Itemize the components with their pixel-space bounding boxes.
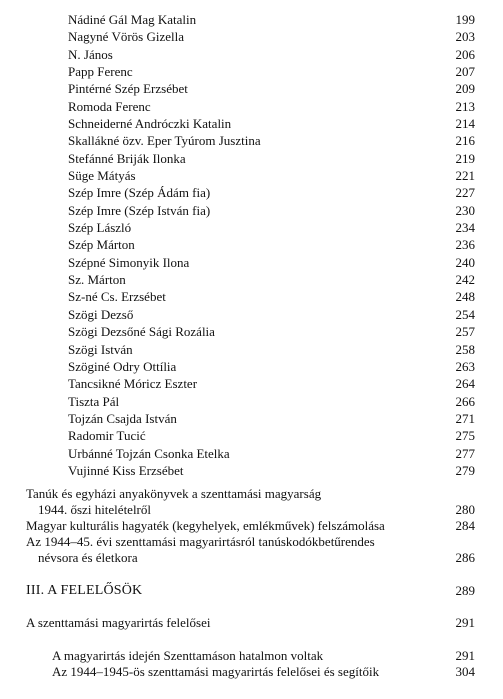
- toc-entry-person: [0, 445, 503, 462]
- person-name: Szögi István: [68, 341, 133, 357]
- toc-entry-person: [0, 410, 503, 427]
- toc-entry-person: [0, 323, 503, 340]
- page-number: 266: [455, 393, 475, 409]
- toc-entry-page: 286: [455, 550, 475, 565]
- toc-entry-person: [0, 11, 503, 28]
- toc-entry-title-cont: 1944. őszi hitelételről: [38, 502, 152, 517]
- person-name: Szépné Simonyik Ilona: [68, 254, 190, 270]
- toc-entry-page: 291: [455, 615, 475, 630]
- toc-entry-person: [0, 115, 503, 132]
- person-name: Tiszta Pál: [68, 393, 120, 409]
- toc-entry-person: [0, 167, 503, 184]
- person-name: Urbánné Tojzán Csonka Etelka: [68, 445, 230, 461]
- toc-entry-person: [0, 202, 503, 219]
- toc-entry-person: [0, 306, 503, 323]
- person-name: Tojzán Csajda István: [68, 410, 177, 426]
- person-name: Vujinné Kiss Erzsébet: [68, 462, 184, 478]
- toc-entry-person: [0, 98, 503, 115]
- toc-entry-person: [0, 28, 503, 45]
- page-number: 227: [455, 185, 475, 201]
- toc-entry-person: [0, 393, 503, 410]
- part-title: III. A FELELŐSÖK: [26, 583, 143, 598]
- person-name: Szögi Dezsőné Sági Rozália: [68, 324, 215, 340]
- page-number: 203: [455, 29, 475, 45]
- toc-entry-responsible: [0, 614, 503, 631]
- part-page: 289: [455, 583, 475, 598]
- page-number: 199: [455, 12, 475, 27]
- person-name: Stefánné Briják Ilonka: [68, 150, 186, 166]
- toc-entry-person: [0, 132, 503, 149]
- page-number: 209: [455, 81, 475, 97]
- page-number: 242: [455, 272, 475, 288]
- page-number: 240: [455, 254, 475, 270]
- toc-entry-heritage: [0, 517, 503, 534]
- page-number: 248: [455, 289, 475, 305]
- toc-entry-title: Az 1944–1945-ös szenttamási magyarirtás felelősei és segítőik: [52, 664, 380, 679]
- page-number: 258: [455, 341, 475, 357]
- person-name: Szép Imre (Szép Ádám fia): [68, 185, 211, 201]
- toc-entry-list-cont: [0, 549, 503, 566]
- toc-entry-person: [0, 236, 503, 253]
- page-number: 279: [455, 462, 475, 478]
- toc-entry-person: [0, 150, 503, 167]
- toc-entry-title-cont: névsora és életkora: [38, 550, 138, 565]
- person-name: Szép Márton: [68, 237, 135, 253]
- toc-entry-page: 284: [455, 518, 475, 533]
- person-name: Pintérné Szép Erzsébet: [68, 81, 188, 97]
- toc-entry-person: [0, 358, 503, 375]
- person-name: Szép László: [68, 220, 132, 236]
- page-number: 236: [455, 237, 475, 253]
- person-name: Tancsikné Móricz Eszter: [68, 376, 198, 392]
- person-name: Skallákné özv. Eper Tyúrom Jusztina: [68, 133, 261, 149]
- page-number: 234: [455, 220, 475, 236]
- page-number: 271: [455, 410, 475, 426]
- toc-entry-witnesses: [0, 485, 503, 502]
- toc-entry-person: [0, 462, 503, 479]
- page-number: 214: [455, 116, 475, 131]
- person-name: Szögi Dezső: [68, 306, 134, 322]
- page-number: 216: [455, 133, 475, 149]
- page-number: 263: [455, 358, 475, 374]
- person-name: Szöginé Odry Ottília: [68, 358, 177, 374]
- toc-entry-title: Magyar kulturális hagyaték (kegyhelyek, emlékművek) felszámolása: [26, 518, 385, 533]
- toc-entry-person: [0, 63, 503, 80]
- page-number: 277: [455, 445, 475, 461]
- person-name: Süge Mátyás: [68, 168, 136, 184]
- page-number: 207: [455, 64, 475, 79]
- toc-entry-witnesses-cont: [0, 501, 503, 518]
- toc-entry-person: [0, 375, 503, 392]
- toc-entry-list: [0, 533, 503, 550]
- page-number: 219: [455, 150, 475, 166]
- page-number: 230: [455, 202, 475, 218]
- toc-entry-title: A magyarirtás idején Szenttamáson hatalmon voltak: [52, 648, 324, 663]
- person-name: Nagyné Vörös Gizella: [68, 29, 185, 45]
- toc-entry-person: [0, 271, 503, 288]
- person-name: Nádiné Gál Mag Katalin: [68, 12, 197, 27]
- toc-entry-title: Az 1944–45. évi szenttamási magyarirtásról tanúskodókbetűrendes: [26, 534, 375, 549]
- toc-entry-title: A szenttamási magyarirtás felelősei: [26, 615, 211, 630]
- person-name: Papp Ferenc: [68, 64, 133, 79]
- toc-entry-person: [0, 184, 503, 201]
- person-name: N. János: [68, 46, 113, 62]
- page-number: 257: [455, 324, 475, 340]
- toc-part-3: [0, 582, 503, 599]
- toc-entry-person: [0, 80, 503, 97]
- toc-entry-person: [0, 254, 503, 271]
- page-number: 213: [455, 98, 475, 114]
- toc-entry-page: 291: [455, 648, 475, 663]
- page-number: 206: [455, 46, 475, 62]
- page-number: 275: [455, 428, 475, 444]
- toc-entry-person: [0, 219, 503, 236]
- person-name: Sz-né Cs. Erzsébet: [68, 289, 166, 305]
- page-number: 254: [455, 306, 475, 322]
- toc-entry-person: [0, 341, 503, 358]
- person-name: Sz. Márton: [68, 272, 126, 288]
- person-name: Szép Imre (Szép István fia): [68, 202, 211, 218]
- page-number: 264: [455, 376, 475, 392]
- toc-entry-page: 280: [455, 502, 475, 517]
- toc-entry-person: [0, 288, 503, 305]
- person-name: Romoda Ferenc: [68, 98, 151, 114]
- person-name: Radomir Tucić: [68, 428, 146, 444]
- page-number: 221: [455, 168, 475, 184]
- toc-entry-helpers: [0, 663, 503, 680]
- person-name: Schneiderné Andróczki Katalin: [68, 116, 232, 131]
- toc-entry-person: [0, 427, 503, 444]
- toc-entry-page: 304: [455, 664, 475, 679]
- toc-entry-person: [0, 46, 503, 63]
- toc-entry-power: [0, 647, 503, 664]
- toc-entry-title: Tanúk és egyházi anyakönyvek a szenttamási magyarság: [26, 486, 322, 501]
